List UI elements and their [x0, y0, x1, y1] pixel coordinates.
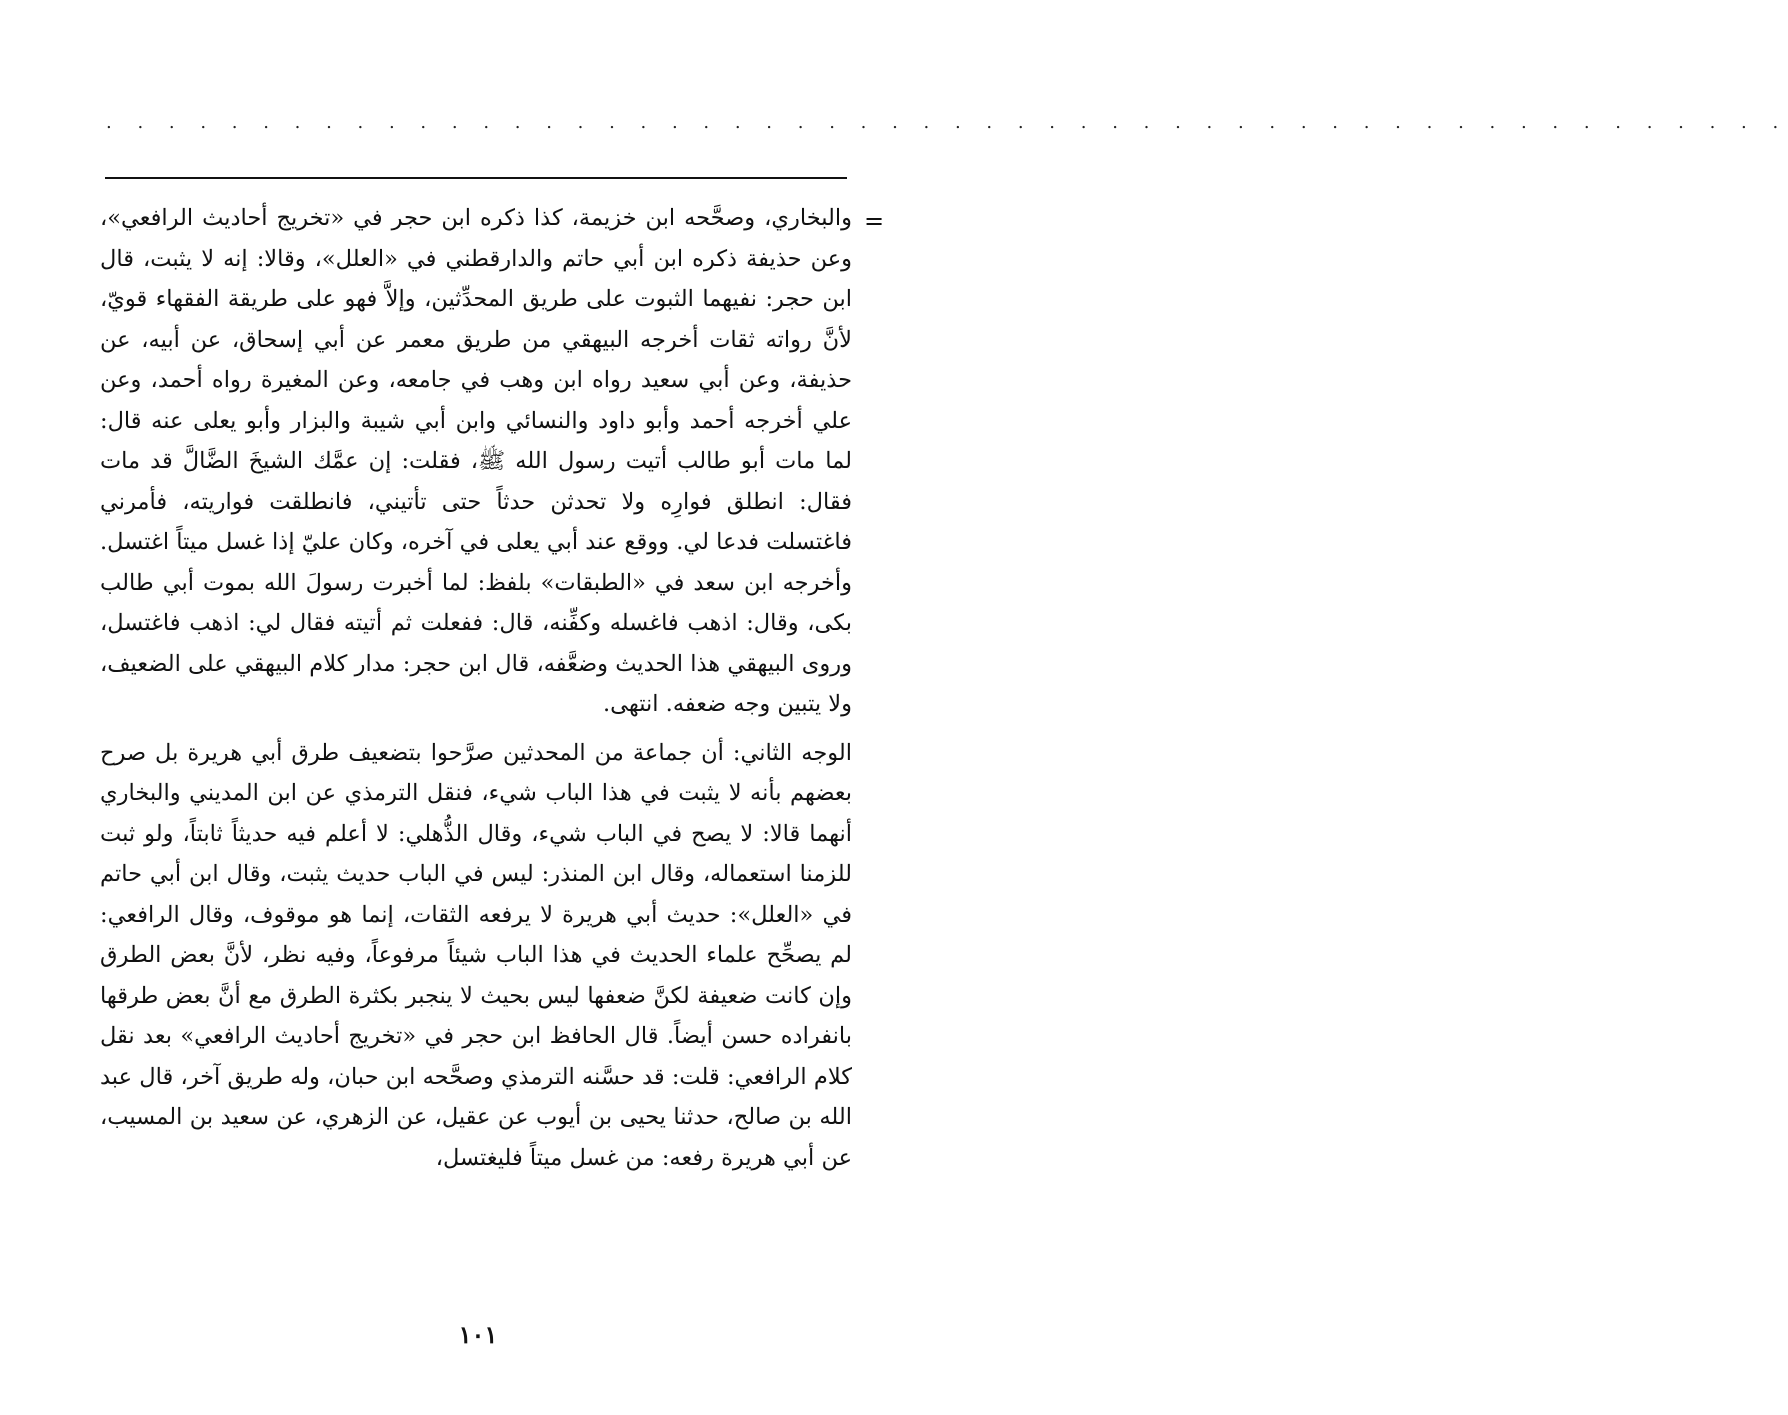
body-text	[100, 198, 852, 1178]
continuation-mark: =	[864, 207, 885, 235]
header-rule	[105, 177, 847, 179]
page-number: ١٠١	[458, 1320, 498, 1349]
paragraph-2: الوجه الثاني: أن جماعة من المحدثين صرَّحوا بتضعيف طرق أبي هريرة بل صرح بعضهم بأنه لا يثبت في هذا الباب شيء، فنقل الترمذي عن ابن المديني والبخاري أنهما قالا: لا يصح في الباب شيء، وقال الذُّهلي: لا أعلم فيه حديثاً ثابتاً، ولو ثبت للزمنا استعماله، وقال ابن المنذر: ليس في الباب حديث يثبت، وقال ابن أبي حاتم في «العلل»: حديث أبي هريرة لا يرفعه الثقات، إنما هو موقوف، وقال الرافعي: لم يصحِّح علماء الحديث في هذا الباب شيئاً مرفوعاً، وفيه نظر، لأنَّ بعض الطرق وإن كانت ضعيفة لكنَّ ضعفها ليس بحيث لا ينجبر بكثرة الطرق مع أنَّ بعض طرقها بانفراده حسن أيضاً. قال الحافظ ابن حجر في «تخريج أحاديث الرافعي» بعد نقل كلام الرافعي: قلت: قد حسَّنه الترمذي وصحَّحه ابن حبان، وله طريق آخر، قال عبد الله بن صالح، حدثنا يحيى بن أيوب عن عقيل، عن الزهري، عن سعيد بن المسيب، عن أبي هريرة رفعه: من غسل ميتاً فليغتسل،	[100, 739, 852, 1171]
paragraph-1: والبخاري، وصحَّحه ابن خزيمة، كذا ذكره ابن حجر في «تخريج أحاديث الرافعي»، وعن حذيفة ذكره ابن أبي حاتم والدارقطني في «العلل»، وقالا: إنه لا يثبت، قال ابن حجر: نفيهما الثبوت على طريق المحدِّثين، وإلاَّ فهو على طريقة الفقهاء قويّ، لأنَّ رواته ثقات أخرجه البيهقي من طريق معمر عن أبي إسحاق، عن أبيه، عن حذيفة، وعن أبي سعيد رواه ابن وهب في جامعه، وعن المغيرة رواه أحمد، وعن علي أخرجه أحمد وأبو داود والنسائي وابن أبي شيبة والبزار وأبو يعلى عنه قال: لما مات أبو طالب أتيت رسول الله ﷺ، فقلت: إن عمَّك الشيخَ الضَّالَّ قد مات فقال: انطلق فوارِه ولا تحدثن حدثاً حتى تأتيني، فانطلقت فواريته، فأمرني فاغتسلت فدعا لي. ووقع عند أبي يعلى في آخره، وكان عليّ إذا غسل ميتاً اغتسل. وأخرجه ابن سعد في «الطبقات» بلفظ: لما أخبرت رسولَ الله بموت أبي طالب بكى، وقال: اذهب فاغسله وكفِّنه، قال: ففعلت ثم أتيته فقال لي: اذهب فاغتسل، وروى البيهقي هذا الحديث وضعَّفه، قال ابن حجر: مدار كلام البيهقي على الضعيف، ولا يتبين وجه ضعفه. انتهى.	[100, 205, 852, 717]
header-dotted-line: . . . . . . . . . . . . . . . . . . . . . . . . . . . . . . . . . . . . . . . . . . . . . . . . . . . . . .	[106, 112, 1788, 133]
